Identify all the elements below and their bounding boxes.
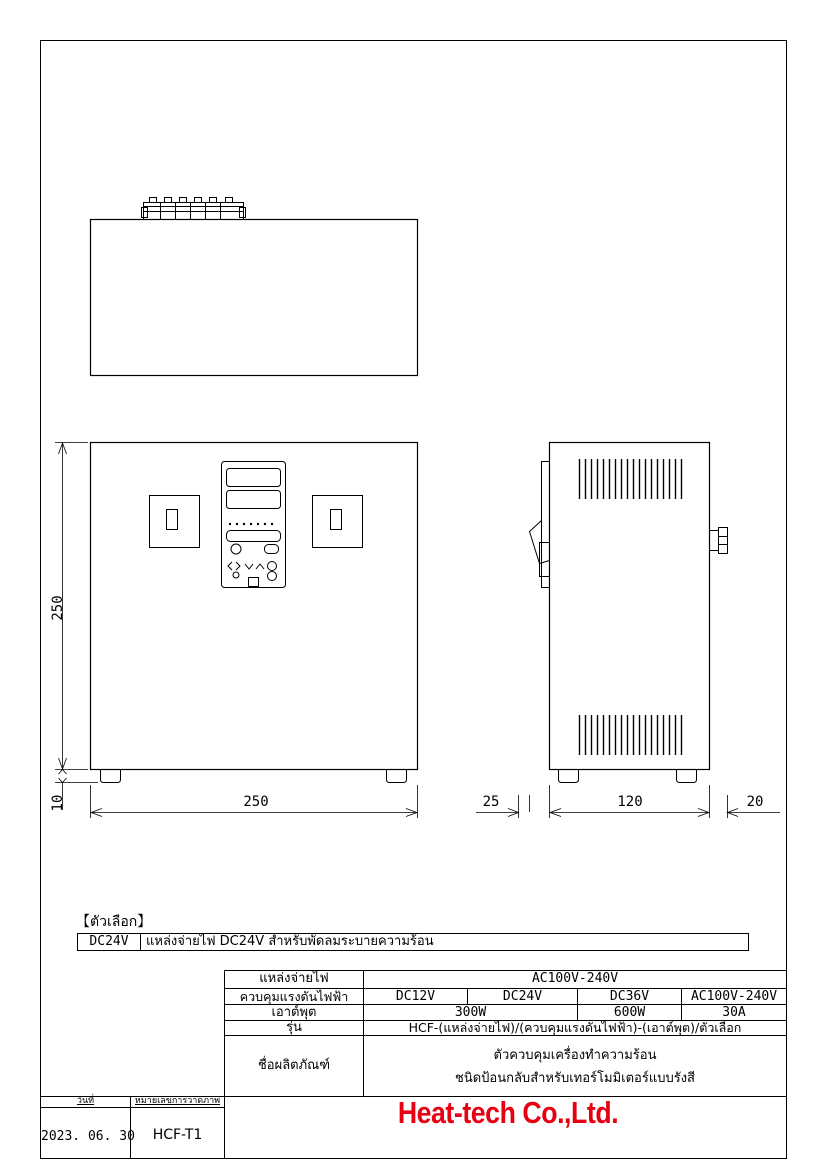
dim-side-left-offset: 25 — [482, 794, 500, 810]
top-view — [91, 198, 418, 376]
company-logo: Heat-tech Co.,Ltd. — [397, 1095, 619, 1130]
product-name-line2: ชนิดป้อนกลับสำหรับเทอร์โมมิเตอร์แบบรังสี — [455, 1071, 695, 1086]
row-power-label: แหล่งจ่ายไฟ — [259, 971, 329, 986]
control-dc36v: DC36V — [609, 989, 650, 1004]
foot — [387, 770, 407, 783]
row-model-value: HCF-(แหล่งจ่ายไฟ)/(ควบคุมแรงดันไฟฟ้า)-(เอาต์พุต)/ตัวเลือก — [408, 1020, 742, 1035]
dim-side-right-offset: 20 — [746, 794, 764, 810]
controller-protrusion — [542, 462, 550, 588]
drawing-number-label: หมายเลขการวาดภาพ — [134, 1096, 221, 1106]
control-ac: AC100V-240V — [690, 989, 778, 1004]
option-description: แหล่งจ่ายไฟ DC24V สำหรับพัดลมระบายความร้อน — [146, 934, 434, 949]
vent-slots-top — [580, 459, 682, 499]
output-30a: 30A — [722, 1005, 746, 1020]
output-600w: 600W — [613, 1005, 646, 1020]
side-view — [530, 443, 728, 783]
control-dc12v: DC12V — [395, 989, 436, 1004]
temperature-controller — [222, 462, 286, 588]
date-value: 2023. 06. 30 — [41, 1129, 135, 1144]
power-switch-right — [313, 496, 363, 548]
row-product-label: ชื่อผลิตภัณฑ์ — [257, 1058, 331, 1073]
foot — [101, 770, 121, 783]
option-code: DC24V — [89, 934, 129, 949]
output-300w: 300W — [454, 1005, 487, 1020]
side-terminal — [710, 528, 728, 554]
dim-front-width: 250 — [243, 794, 269, 810]
row-power-value: AC100V-240V — [531, 971, 619, 986]
front-view — [91, 443, 418, 783]
foot — [677, 770, 697, 783]
row-output-label: เอาต์พุต — [271, 1005, 317, 1020]
dim-side-depth: 120 — [617, 794, 643, 810]
dim-front-height: 250 — [50, 595, 66, 621]
foot — [559, 770, 579, 783]
date-label: วันที่ — [76, 1096, 95, 1106]
row-control-label: ควบคุมแรงดันไฟฟ้า — [239, 989, 349, 1004]
row-model-label: รุ่น — [286, 1020, 302, 1035]
product-name-line1: ตัวควบคุมเครื่องทำความร้อน — [493, 1048, 657, 1063]
control-dc24v: DC24V — [502, 989, 543, 1004]
options-heading: 【ตัวเลือก】 — [76, 914, 152, 930]
vent-slots-bottom — [580, 715, 682, 755]
terminal-block — [142, 198, 246, 220]
dim-foot-height: 10 — [50, 794, 66, 812]
drawing-number-value: HCF-T1 — [152, 1127, 203, 1143]
power-switch-left — [150, 496, 200, 548]
